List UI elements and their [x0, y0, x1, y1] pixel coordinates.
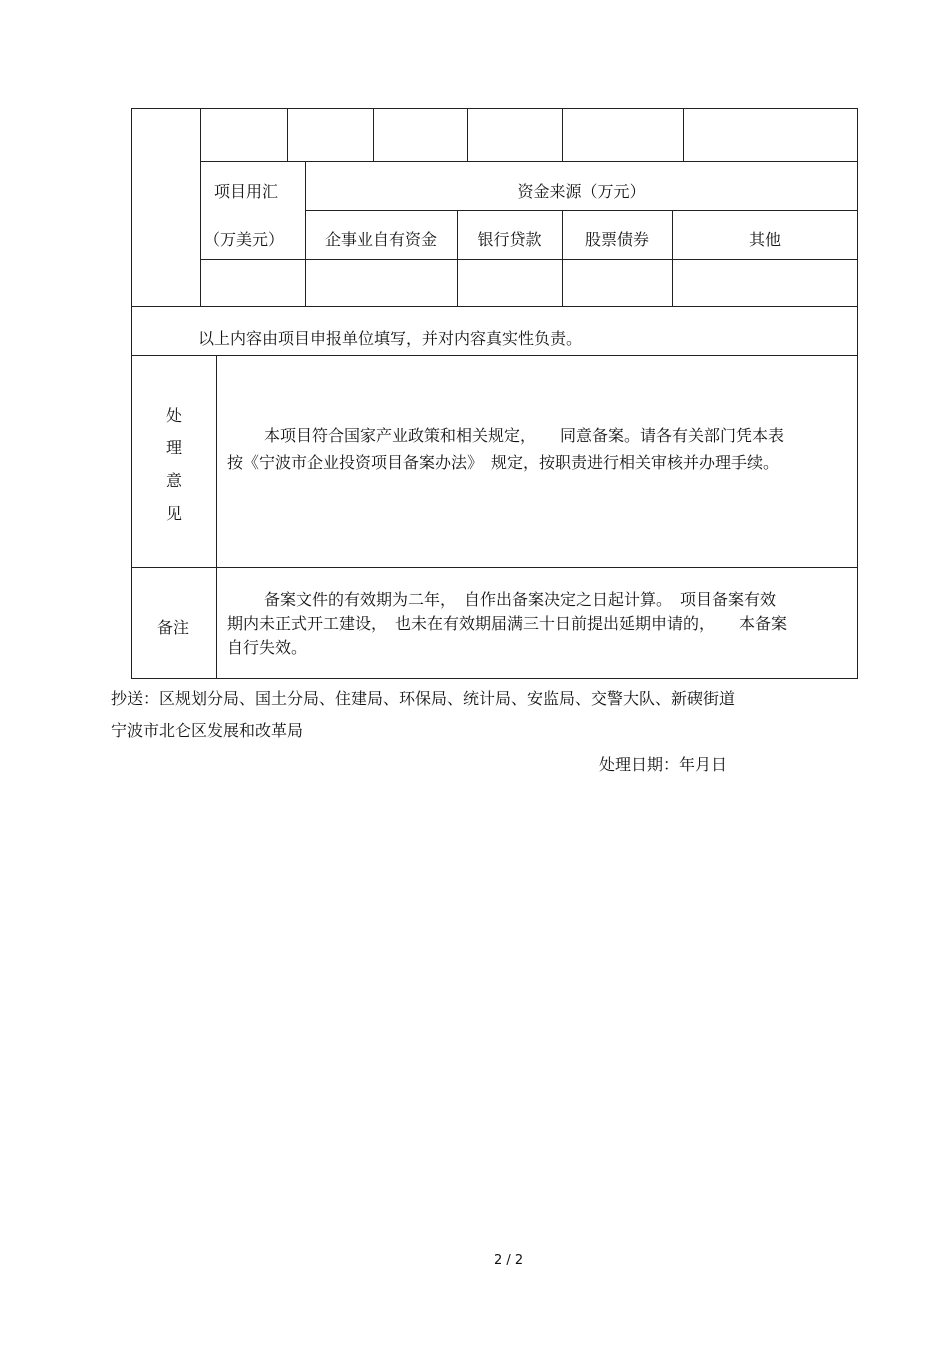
- cc-recipients: 抄送：区规划分局、国土分局、住建局、环保局、统计局、安监局、交警大队、新碶街道: [111, 689, 736, 708]
- opinion-label-char: 理: [166, 438, 183, 457]
- opinion-label-char: 处: [166, 406, 183, 425]
- remarks-label: 备注: [157, 618, 190, 637]
- declaration-text: 以上内容由项目申报单位填写，并对内容真实性负责。: [198, 329, 583, 348]
- funds-usage-label: 项目用汇: [214, 182, 279, 201]
- opinion-label-char: 意: [166, 471, 183, 490]
- opinion-text-line: 按《宁波市企业投资项目备案办法》 规定，按职责进行相关审核并办理手续。: [227, 453, 780, 472]
- remarks-text-line: 自行失效。: [227, 638, 308, 657]
- remarks-text-line: 期内未正式开工建设， 也未在有效期届满三十日前提出延期申请的， 本备案: [227, 614, 788, 633]
- column-stocks-bonds: 股票债券: [584, 230, 649, 249]
- column-other: 其他: [748, 230, 781, 249]
- opinion-text-line: 本项目符合国家产业政策和相关规定， 同意备案。请各有关部门凭本表: [264, 426, 785, 445]
- page-number: 2 / 2: [494, 1253, 524, 1268]
- opinion-label-char: 见: [166, 504, 183, 523]
- funds-usage-unit: （万美元）: [204, 230, 285, 249]
- processing-date: 处理日期：年月日: [599, 755, 728, 774]
- funding-source-header: 资金来源（万元）: [517, 182, 646, 201]
- column-self-funds: 企事业自有资金: [324, 230, 437, 249]
- column-bank-loan: 银行贷款: [477, 230, 542, 249]
- issuing-authority: 宁波市北仑区发展和改革局: [111, 721, 304, 740]
- remarks-text-line: 备案文件的有效期为二年， 自作出备案决定之日起计算。 项目备案有效: [264, 590, 777, 609]
